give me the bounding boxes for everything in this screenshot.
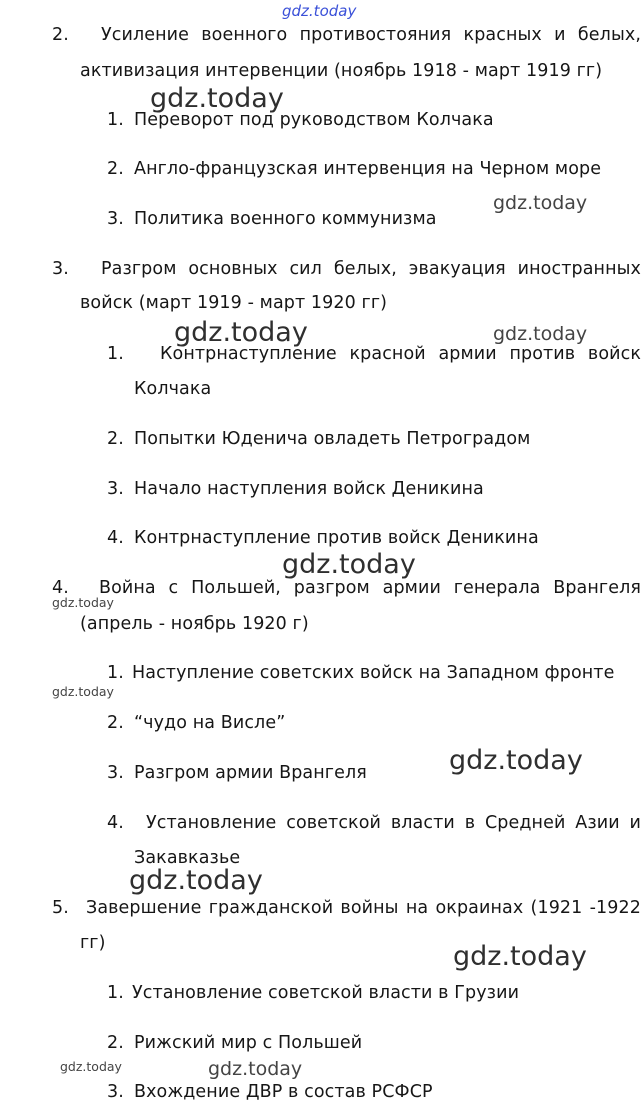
section-4-item-2-number: 2. xyxy=(107,713,124,733)
section-5-item-2-text: Рижский мир с Польшей xyxy=(134,1033,363,1053)
section-4-item-3-number: 3. xyxy=(107,763,124,783)
watermark-text: gdz.today xyxy=(493,192,588,214)
section-2-item-3-text: Политика военного коммунизма xyxy=(134,209,437,229)
section-4-item-2-text: “чудо на Висле” xyxy=(134,713,286,733)
section-4-number: 4. xyxy=(52,578,69,598)
section-2-item-2-text: Англо-французская интервенция на Черном море xyxy=(134,159,602,179)
watermark-text: gdz.today xyxy=(150,83,284,114)
section-4-item-1-text: Наступление советских войск на Западном фронте xyxy=(132,663,615,683)
section-5-item-1-text: Установление советской власти в Грузии xyxy=(132,983,520,1003)
section-3-item-2-number: 2. xyxy=(107,429,124,449)
section-4-heading-line2: (апрель - ноябрь 1920 г) xyxy=(80,614,309,634)
section-3-item-2-text: Попытки Юденича овладеть Петроградом xyxy=(134,429,531,449)
section-5-item-3-number: 3. xyxy=(107,1082,124,1102)
section-4-item-3-text: Разгром армии Врангеля xyxy=(134,763,367,783)
watermark-text: gdz.today xyxy=(208,1058,303,1080)
section-4-item-4-number: 4. xyxy=(107,813,124,833)
section-3-item-1-number: 1. xyxy=(107,344,124,364)
section-5-number: 5. xyxy=(52,898,69,918)
section-2-heading-line2: активизация интервенции (ноябрь 1918 - март 1919 гг) xyxy=(80,61,603,81)
section-2-heading-line1: Усиление военного противостояния красных и белых, xyxy=(101,25,641,45)
section-5-item-2-number: 2. xyxy=(107,1033,124,1053)
section-3-number: 3. xyxy=(52,259,69,279)
watermark-text: gdz.today xyxy=(282,2,357,20)
section-3-item-4-text: Контрнаступление против войск Деникина xyxy=(134,528,539,548)
section-3-item-3-text: Начало наступления войск Деникина xyxy=(134,479,484,499)
section-4-item-1-number: 1. xyxy=(107,663,124,683)
watermark-text: gdz.today xyxy=(129,865,263,896)
watermark-text: gdz.today xyxy=(52,595,114,610)
section-2-item-1-number: 1. xyxy=(107,110,124,130)
section-3-item-3-number: 3. xyxy=(107,479,124,499)
section-5-item-3-text: Вхождение ДВР в состав РСФСР xyxy=(134,1082,433,1102)
section-4-heading-line1: Война с Польшей, разгром армии генерала Врангеля xyxy=(99,578,641,598)
section-3-heading-line2: войск (март 1919 - март 1920 гг) xyxy=(80,293,388,313)
section-3-item-4-number: 4. xyxy=(107,528,124,548)
section-3-item-1-text: Контрнаступление красной армии против войск xyxy=(160,344,641,364)
watermark-text: gdz.today xyxy=(174,317,308,348)
section-4-item-4-text-continued: Закавказье xyxy=(134,848,241,868)
section-3-item-1-text-continued: Колчака xyxy=(134,379,212,399)
section-2-item-1-text: Переворот под руководством Колчака xyxy=(134,110,494,130)
section-4-item-4-text: Установление советской власти в Средней Азии и xyxy=(146,813,641,833)
section-5-item-1-number: 1. xyxy=(107,983,124,1003)
section-5-heading-line2: гг) xyxy=(80,933,106,953)
section-2-number: 2. xyxy=(52,25,69,45)
section-2-item-3-number: 3. xyxy=(107,209,124,229)
watermark-text: gdz.today xyxy=(60,1059,122,1074)
watermark-text: gdz.today xyxy=(52,684,114,699)
watermark-text: gdz.today xyxy=(453,941,587,972)
section-3-heading-line1: Разгром основных сил белых, эвакуация иностранных xyxy=(101,259,641,279)
watermark-text: gdz.today xyxy=(282,549,416,580)
watermark-text: gdz.today xyxy=(493,323,588,345)
watermark-text: gdz.today xyxy=(449,745,583,776)
section-5-heading-line1: Завершение гражданской войны на окраинах (1921 -1922 xyxy=(86,898,641,918)
section-2-item-2-number: 2. xyxy=(107,159,124,179)
